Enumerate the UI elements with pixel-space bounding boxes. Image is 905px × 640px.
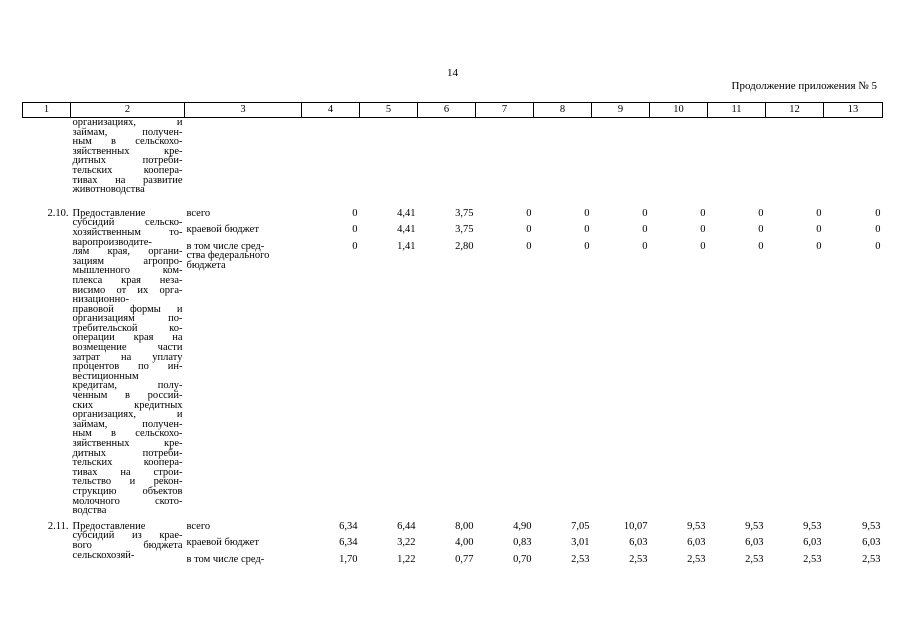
description-line: ным в сельскохо- <box>72 136 183 148</box>
column-header-12: 12 <box>766 103 824 118</box>
value-cell-col-4 <box>302 118 360 195</box>
value-cell-col-11 <box>708 118 766 195</box>
description-line: лям края, органи- <box>72 246 183 258</box>
value: 0 <box>352 240 358 252</box>
description-line: плекса края неза- <box>72 274 183 286</box>
value: 0 <box>700 207 706 219</box>
table-body <box>23 118 883 572</box>
description-line: процентов по ин- <box>72 361 183 373</box>
value: 2,53 <box>862 553 881 565</box>
funding-source <box>185 516 302 572</box>
row-number: 2.11. <box>47 520 69 532</box>
funding-source-item <box>187 522 300 539</box>
value: 9,53 <box>687 520 706 532</box>
funding-source-line: всего <box>186 207 211 219</box>
description-line: висимо от их орга- <box>72 284 183 296</box>
description-line: правовой формы и <box>72 303 183 315</box>
row-number: 2.10. <box>47 207 69 219</box>
value: 6,34 <box>339 537 358 549</box>
measure-description <box>71 195 185 516</box>
value-cell-col-8 <box>534 118 592 195</box>
value-cell-col-4 <box>302 195 360 516</box>
value: 0 <box>642 207 648 219</box>
value: 8,00 <box>455 520 474 532</box>
value: 2,53 <box>687 553 706 565</box>
value: 6,03 <box>862 537 881 549</box>
value: 6,44 <box>397 520 416 532</box>
value: 0 <box>642 224 648 236</box>
value: 0 <box>700 240 706 252</box>
value: 0 <box>642 240 648 252</box>
description-line: тельских коопера- <box>72 457 183 469</box>
value-cell-col-12 <box>766 195 824 516</box>
value: 0 <box>816 224 822 236</box>
description-line: зяйственных кре- <box>72 438 183 449</box>
appendix-continuation: Продолжение приложения № 5 <box>731 80 877 92</box>
measure-description <box>71 118 185 195</box>
value-cell-col-12 <box>766 516 824 572</box>
description-line: молочного ското- <box>72 495 183 507</box>
description-line: Предоставление <box>72 520 146 532</box>
value: 4,90 <box>513 520 532 532</box>
value-cell-col-6 <box>418 118 476 195</box>
description-line: низационно- <box>72 294 130 306</box>
description-line: дитных потреби- <box>72 447 183 459</box>
value-cell-col-5 <box>360 118 418 195</box>
funding-source-line: в том числе сред- <box>186 240 265 252</box>
measure-description <box>71 516 185 572</box>
funding-source <box>185 195 302 516</box>
value: 3,75 <box>455 207 474 219</box>
description-line: займам, получен- <box>72 126 183 138</box>
value-cell-col-13 <box>824 516 883 572</box>
value-cell-col-7 <box>476 118 534 195</box>
value: 2,80 <box>455 240 474 252</box>
value: 4,00 <box>455 537 474 549</box>
value: 0,77 <box>455 553 474 565</box>
column-header-1: 1 <box>23 103 71 118</box>
funding-source-item <box>187 538 300 555</box>
description-line: тельских коопера- <box>72 164 183 176</box>
value: 3,01 <box>571 537 590 549</box>
value: 9,53 <box>803 520 822 532</box>
value-cell-col-10 <box>650 118 708 195</box>
row-number <box>23 118 71 195</box>
value: 6,03 <box>745 537 764 549</box>
value-cell-col-9 <box>592 118 650 195</box>
description-line: субсидий из крае- <box>72 530 183 542</box>
description-line: возмещение части <box>72 342 183 354</box>
value: 10,07 <box>623 520 648 532</box>
column-header-4: 4 <box>302 103 360 118</box>
value-cell-col-8 <box>534 516 592 572</box>
value: 0,83 <box>513 537 532 549</box>
value: 6,03 <box>687 537 706 549</box>
column-header-3: 3 <box>185 103 302 118</box>
description-line: вого бюджета <box>72 539 183 551</box>
value: 6,34 <box>339 520 358 532</box>
value-cell-col-10 <box>650 195 708 516</box>
description-line: ным в сельскохо- <box>72 428 183 440</box>
header-row <box>23 103 883 118</box>
value: 2,53 <box>629 553 648 565</box>
funding-source-item <box>187 225 300 242</box>
column-header-11: 11 <box>708 103 766 118</box>
column-header-10: 10 <box>650 103 708 118</box>
value: 2,53 <box>745 553 764 565</box>
description-line: водства <box>72 505 107 517</box>
description-line: субсидий сельско- <box>72 217 183 229</box>
value: 2,53 <box>571 553 590 565</box>
value-cell-col-9 <box>592 516 650 572</box>
value-cell-col-13 <box>824 195 883 516</box>
value: 0 <box>875 207 881 219</box>
table-row <box>23 516 883 572</box>
value-cell-col-7 <box>476 195 534 516</box>
value: 0 <box>352 207 358 219</box>
value: 0 <box>816 240 822 252</box>
value: 4,41 <box>397 207 416 219</box>
value: 9,53 <box>745 520 764 532</box>
description-line: хозяйственным то- <box>72 226 183 238</box>
value: 0 <box>584 224 590 236</box>
value-cell-col-5 <box>360 516 418 572</box>
value: 3,75 <box>455 224 474 236</box>
funding-source-line: бюджета <box>186 259 226 271</box>
value: 3,22 <box>397 537 416 549</box>
budget-table <box>22 102 883 571</box>
value-cell-col-5 <box>360 195 418 516</box>
value: 0 <box>352 224 358 236</box>
description-line: животноводства <box>72 184 145 196</box>
funding-source-line: ства федерального <box>186 250 270 262</box>
table-row <box>23 195 883 516</box>
value: 0 <box>758 240 764 252</box>
funding-source-line: всего <box>186 520 211 532</box>
description-line: займам, получен- <box>72 418 183 430</box>
value: 0 <box>584 240 590 252</box>
value-cell-col-12 <box>766 118 824 195</box>
column-header-2: 2 <box>71 103 185 118</box>
description-line: зяйственных кре- <box>72 145 183 157</box>
value: 0 <box>875 240 881 252</box>
funding-source-item <box>187 555 300 572</box>
value: 2,53 <box>803 553 822 565</box>
value: 0,70 <box>513 553 532 565</box>
funding-source-line: в том числе сред- <box>186 553 265 565</box>
funding-source-line: краевой бюджет <box>186 537 259 549</box>
description-line: тивах на строи- <box>72 466 183 478</box>
column-header-8: 8 <box>534 103 592 118</box>
description-line: организациям по- <box>72 313 183 325</box>
funding-source-item <box>187 209 300 226</box>
value-cell-col-13 <box>824 118 883 195</box>
value: 1,22 <box>397 553 416 565</box>
description-line: мышленного ком- <box>72 265 183 277</box>
value-cell-col-4 <box>302 516 360 572</box>
value-cell-col-10 <box>650 516 708 572</box>
value-cell-col-6 <box>418 195 476 516</box>
description-line: организациях, и <box>72 409 183 421</box>
value: 6,03 <box>629 537 648 549</box>
description-line: кредитам, полу- <box>72 380 183 392</box>
value: 1,41 <box>397 240 416 252</box>
description-line: требительской ко- <box>72 322 183 334</box>
description-line: ских кредитных <box>72 399 183 411</box>
description-line: тельство и рекон- <box>72 476 183 488</box>
table-row <box>23 118 883 195</box>
description-line: сельскохозяй- <box>72 549 135 561</box>
column-header-7: 7 <box>476 103 534 118</box>
value: 0 <box>700 224 706 236</box>
description-line: организациях, и <box>72 117 183 128</box>
description-line: струкцию объектов <box>72 485 183 497</box>
value: 0 <box>584 207 590 219</box>
description-line: Предоставление <box>72 207 146 219</box>
column-header-5: 5 <box>360 103 418 118</box>
value: 1,70 <box>339 553 358 565</box>
page-number: 14 <box>447 67 458 79</box>
value: 4,41 <box>397 224 416 236</box>
value: 0 <box>526 224 532 236</box>
description-line: тивах на развитие <box>72 174 183 186</box>
value: 0 <box>816 207 822 219</box>
value-cell-col-11 <box>708 195 766 516</box>
description-line: дитных потреби- <box>72 155 183 167</box>
value-cell-col-9 <box>592 195 650 516</box>
funding-source <box>185 118 302 195</box>
value: 0 <box>526 207 532 219</box>
value: 7,05 <box>571 520 590 532</box>
value: 0 <box>758 224 764 236</box>
description-line: варопроизводите- <box>72 236 152 248</box>
value: 0 <box>526 240 532 252</box>
funding-source-item <box>186 240 300 271</box>
column-header-6: 6 <box>418 103 476 118</box>
value: 6,03 <box>803 537 822 549</box>
description-line: затрат на уплату <box>72 351 183 363</box>
value: 0 <box>758 207 764 219</box>
description-line: операции края на <box>72 332 183 344</box>
value-cell-col-8 <box>534 195 592 516</box>
value-cell-col-6 <box>418 516 476 572</box>
value-cell-col-7 <box>476 516 534 572</box>
column-header-13: 13 <box>824 103 883 118</box>
description-line: вестиционным <box>72 370 139 382</box>
value: 9,53 <box>862 520 881 532</box>
funding-source-line: краевой бюджет <box>186 224 259 236</box>
description-line: ченным в россий- <box>72 390 183 402</box>
column-header-9: 9 <box>592 103 650 118</box>
value: 0 <box>875 224 881 236</box>
description-line: зациям агропро- <box>72 255 183 267</box>
value-cell-col-11 <box>708 516 766 572</box>
